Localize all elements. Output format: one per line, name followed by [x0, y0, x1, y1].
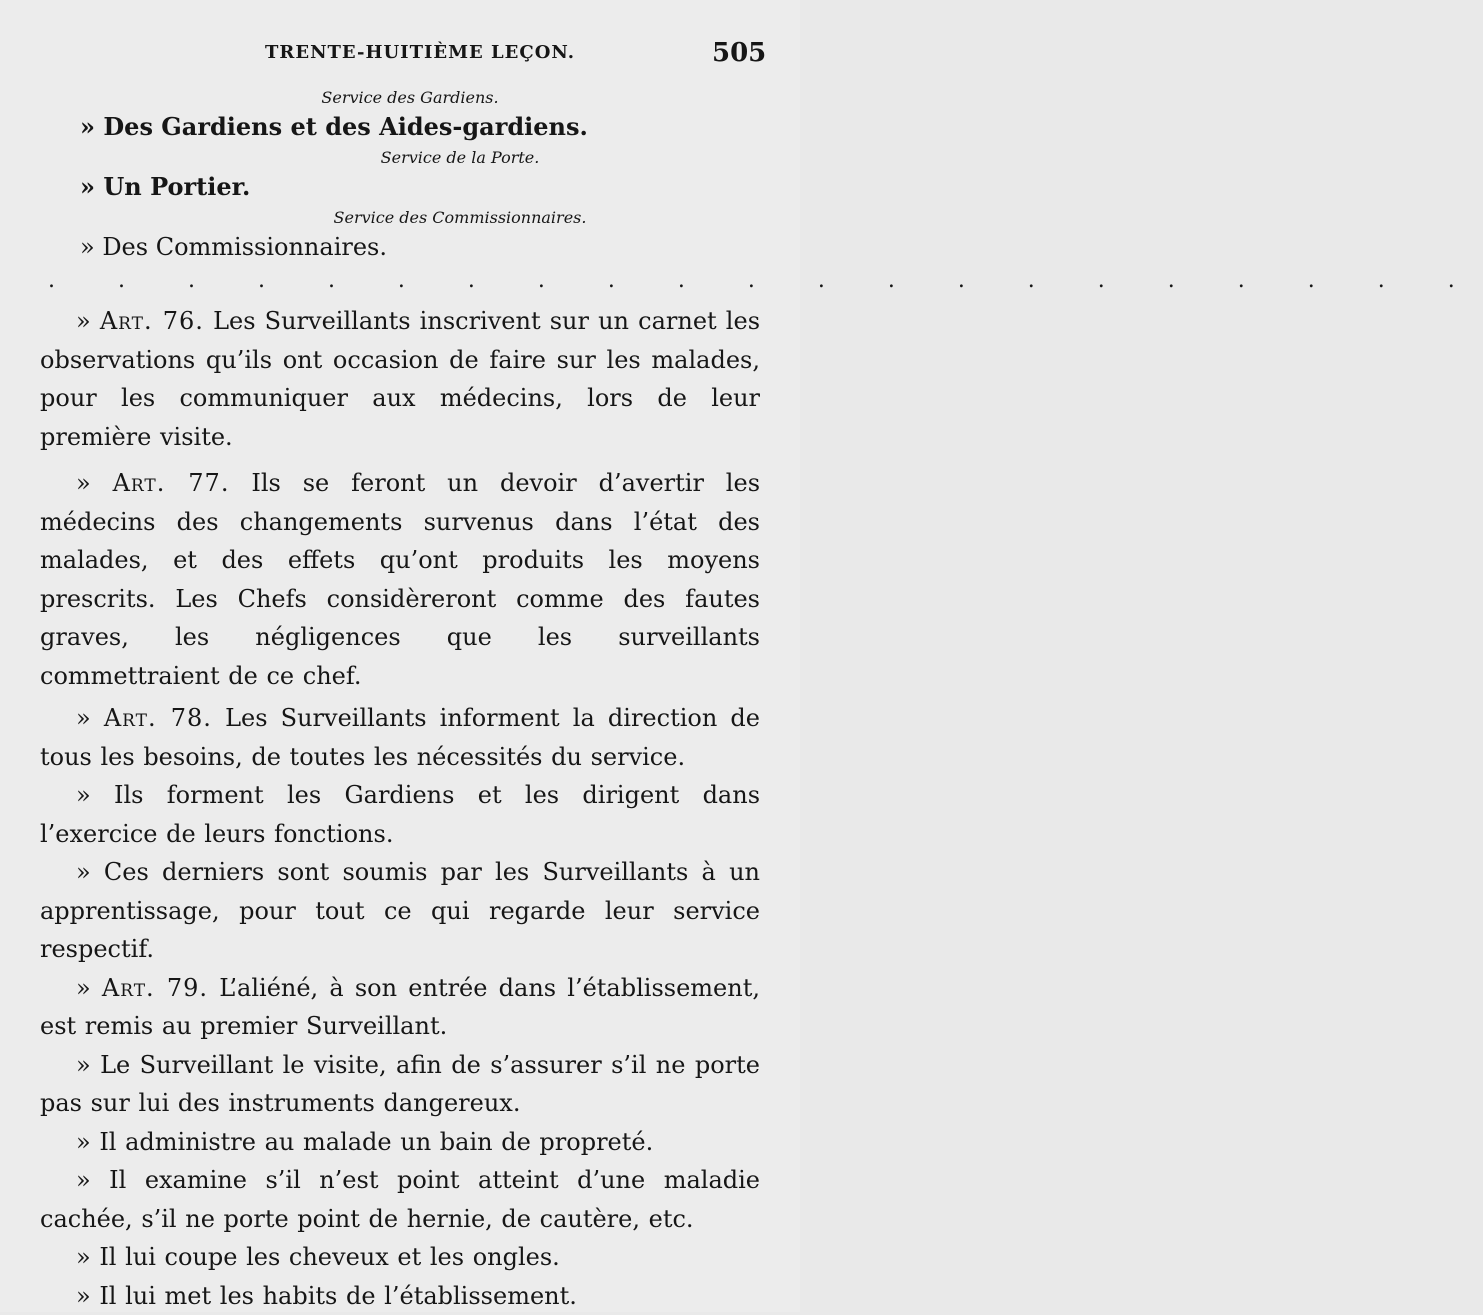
article-number: Art. 77. [113, 469, 230, 497]
paragraph [40, 853, 760, 969]
section-heading: Service des Gardiens. [40, 86, 760, 110]
paragraph [40, 302, 760, 456]
paragraph-text: Il administre au malade un bain de propreté. [99, 1128, 653, 1156]
article-paragraphs [40, 302, 760, 1315]
paragraph [40, 1238, 760, 1277]
article-number: Art. 76. [100, 307, 204, 335]
paragraph-text: Il lui coupe les cheveux et les ongles. [99, 1243, 559, 1271]
paragraph [40, 699, 760, 776]
section-heading: Service des Commissionnaires. [40, 206, 760, 230]
paragraph-text: L’aliéné, à son entrée dans l’établissement, est remis au premier Surveillant. [40, 974, 760, 1041]
paragraph-prefix: » [40, 1051, 100, 1079]
paragraph [40, 1046, 760, 1123]
paragraph-text: Ils se feront un devoir d’avertir les médecins des changements survenus dans l’état des malades, et des effets qu’ont produits les moyens prescrits. Les Chefs considèreront comme des fautes graves, les négligences que les surveillants commettraient de ce chef. [40, 469, 760, 690]
ellipsis-line: . . . . . . . . . . . . . . . . . . . . . [40, 268, 760, 294]
paragraph [40, 776, 760, 853]
paragraph [40, 1277, 760, 1315]
paragraph-prefix: » [40, 704, 104, 732]
section-item: » Un Portier. [40, 168, 760, 206]
paragraph-prefix: » [40, 1243, 99, 1271]
paragraph-prefix: » [40, 974, 102, 1002]
paragraph-text: Il examine s’il n’est point atteint d’une maladie cachée, s’il ne porte point de hernie, de cautère, etc. [40, 1166, 760, 1233]
paragraph-text: Ils forment les Gardiens et les dirigent dans l’exercice de leurs fonctions. [40, 781, 760, 848]
paragraph [40, 969, 760, 1046]
paragraph-text: Ces derniers sont soumis par les Surveillants à un apprentissage, pour tout ce qui regarde leur service respectif. [40, 858, 760, 963]
paragraph-prefix: » [40, 307, 100, 335]
section-heading: Service de la Porte. [40, 146, 760, 170]
paragraph-prefix: » [40, 858, 104, 886]
paragraph-text: Les Surveillants inscrivent sur un carnet les observations qu’ils ont occasion de faire sur les malades, pour les communiquer aux médecins, lors de leur première visite. [40, 307, 760, 451]
paragraph [40, 464, 760, 695]
paragraph-text: Le Surveillant le visite, afin de s’assurer s’il ne porte pas sur lui des instruments dangereux. [40, 1051, 760, 1118]
page-header [0, 38, 800, 78]
paragraph-prefix: » [40, 1128, 99, 1156]
paragraph-prefix: » [40, 1282, 99, 1310]
paragraph-text: Il lui met les habits de l’établissement. [99, 1282, 577, 1310]
page-number: 505 [712, 38, 766, 68]
paragraph-text: Les Surveillants informent la direction de tous les besoins, de toutes les nécessités du service. [40, 704, 760, 771]
page-body [40, 86, 760, 1315]
paragraph-prefix: » [40, 781, 114, 809]
running-title: TRENTE-HUITIÈME LEÇON. [265, 42, 575, 63]
section-item: » Des Commissionnaires. [40, 228, 760, 266]
article-number: Art. 79. [102, 974, 208, 1002]
paragraph [40, 1161, 760, 1238]
paragraph-prefix: » [40, 469, 113, 497]
section-item: » Des Gardiens et des Aides-gardiens. [40, 108, 760, 146]
paragraph [40, 1123, 760, 1162]
article-number: Art. 78. [104, 704, 212, 732]
paragraph-prefix: » [40, 1166, 109, 1194]
